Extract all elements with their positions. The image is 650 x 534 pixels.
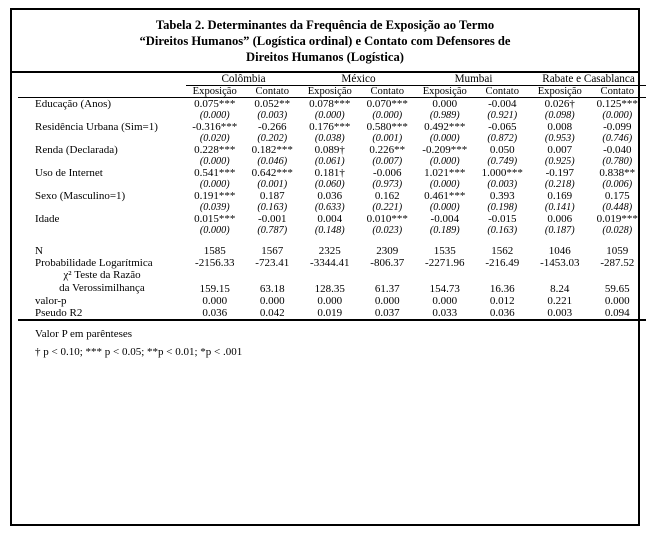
cell-coef: 0.026†	[544, 98, 575, 111]
stat-row-valor-p	[18, 295, 646, 307]
cell-coef: 1.021***	[424, 167, 466, 180]
table-row	[18, 213, 646, 225]
stat-label-n: N	[35, 245, 43, 258]
cell-pvalue: (0.749)	[487, 156, 518, 168]
cell-pvalue: (0.148)	[314, 225, 345, 237]
cell-pvalue: (0.746)	[602, 133, 633, 145]
cell-stat: -806.37	[370, 257, 405, 270]
cell-pvalue: (0.003)	[257, 110, 288, 122]
cell-stat: 0.221	[547, 295, 573, 308]
cell-coef: 0.008	[547, 121, 573, 134]
cell-stat: 0.042	[259, 307, 285, 320]
cell-stat: 1059	[606, 245, 629, 258]
cell-pvalue: (0.060)	[314, 179, 345, 191]
cell-coef: 0.036	[317, 190, 343, 203]
cell-coef: 0.007	[547, 144, 573, 157]
cell-pvalue: (0.872)	[487, 133, 518, 145]
table-row-pvalues	[18, 225, 646, 236]
cell-stat: -2156.33	[195, 257, 235, 270]
cell-coef: 0.176***	[309, 121, 351, 134]
cell-pvalue: (0.202)	[257, 133, 288, 145]
cell-coef: 0.642***	[251, 167, 293, 180]
cell-pvalue: (0.953)	[544, 133, 575, 145]
results-table	[18, 73, 646, 321]
cell-coef: 0.070***	[366, 98, 408, 111]
cell-coef: -0.209***	[422, 144, 468, 157]
cell-stat: 1585	[203, 245, 226, 258]
cell-pvalue: (0.000)	[602, 110, 633, 122]
sub-header-col-5: Exposição	[422, 86, 467, 98]
cell-stat: -287.52	[600, 257, 635, 270]
sub-header-row	[18, 86, 646, 98]
cell-stat: 0.000	[604, 295, 630, 308]
stat-row-n	[18, 245, 646, 257]
cell-coef: -0.316***	[192, 121, 238, 134]
group-header-colombia: Colômbia	[186, 73, 301, 86]
cell-pvalue: (0.218)	[544, 179, 575, 191]
row-label-renda: Renda (Declarada)	[35, 144, 118, 157]
cell-coef: 0.169	[547, 190, 573, 203]
cell-pvalue: (0.061)	[314, 156, 345, 168]
sub-header-col-8: Contato	[600, 86, 635, 98]
row-label-residencia-urbana: Residência Urbana (Sim=1)	[35, 121, 158, 134]
table-title-line-2: “Direitos Humanos” (Logística ordinal) e Contato com Defensores de	[139, 34, 511, 49]
cell-pvalue: (0.039)	[199, 202, 230, 214]
cell-pvalue: (0.000)	[314, 110, 345, 122]
cell-stat: 0.000	[432, 295, 458, 308]
cell-coef: -0.040	[603, 144, 632, 157]
sub-header-col-1: Exposição	[192, 86, 237, 98]
cell-coef: 0.075***	[194, 98, 236, 111]
cell-pvalue: (0.038)	[314, 133, 345, 145]
cell-stat: 0.012	[489, 295, 515, 308]
table-row	[18, 167, 646, 179]
cell-coef: 1.000***	[481, 167, 523, 180]
group-header-row	[18, 73, 646, 86]
cell-stat: 0.037	[374, 307, 400, 320]
cell-pvalue: (0.780)	[602, 156, 633, 168]
cell-coef: 0.000	[432, 98, 458, 111]
pvalue-row-label	[18, 133, 186, 144]
note-p-parentheses: Valor P em parênteses	[35, 328, 133, 341]
cell-coef: 0.125***	[596, 98, 638, 111]
chi-label-line-2: da Verossimilhança	[59, 282, 145, 295]
cell-stat: 1562	[491, 245, 514, 258]
sub-header-col-7: Exposição	[537, 86, 582, 98]
cell-coef: 0.052**	[254, 98, 291, 111]
cell-stat: 0.000	[374, 295, 400, 308]
cell-stat: 2309	[376, 245, 399, 258]
cell-coef: 0.182***	[251, 144, 293, 157]
cell-stat: 159.15	[199, 283, 230, 296]
cell-coef: 0.492***	[424, 121, 466, 134]
cell-coef: 0.010***	[366, 213, 408, 226]
cell-pvalue: (0.925)	[544, 156, 575, 168]
table-row	[18, 98, 646, 111]
cell-pvalue: (0.448)	[602, 202, 633, 214]
cell-stat: 0.033	[432, 307, 458, 320]
cell-coef: -0.006	[373, 167, 402, 180]
cell-pvalue: (0.198)	[487, 202, 518, 214]
cell-coef: -0.004	[488, 98, 517, 111]
stat-label-log-likelihood: Probabilidade Logarítmica	[35, 257, 153, 270]
cell-coef: 0.838**	[599, 167, 636, 180]
cell-stat: 59.65	[604, 283, 630, 296]
cell-coef: 0.226**	[369, 144, 406, 157]
cell-stat: 2325	[318, 245, 341, 258]
cell-stat: 16.36	[489, 283, 515, 296]
cell-stat: 61.37	[374, 283, 400, 296]
cell-pvalue: (0.000)	[429, 202, 460, 214]
stat-label-pseudo-r2: Pseudo R2	[35, 307, 83, 320]
sub-header-col-6: Contato	[485, 86, 520, 98]
cell-stat: 1567	[261, 245, 284, 258]
cell-coef: 0.228***	[194, 144, 236, 157]
cell-coef: -0.266	[258, 121, 287, 134]
cell-coef: 0.191***	[194, 190, 236, 203]
group-header-mumbai: Mumbai	[416, 73, 531, 86]
cell-coef: 0.461***	[424, 190, 466, 203]
stat-label-valor-p: valor-p	[35, 295, 67, 308]
cell-pvalue: (0.787)	[257, 225, 288, 237]
cell-stat: 0.003	[547, 307, 573, 320]
cell-pvalue: (0.000)	[429, 133, 460, 145]
cell-pvalue: (0.000)	[199, 156, 230, 168]
cell-stat: 0.036	[202, 307, 228, 320]
table-row	[18, 190, 646, 202]
group-header-mexico: México	[301, 73, 416, 86]
cell-pvalue: (0.000)	[429, 156, 460, 168]
cell-pvalue: (0.007)	[372, 156, 403, 168]
cell-coef: 0.541***	[194, 167, 236, 180]
cell-stat: 63.18	[259, 283, 285, 296]
table-notes	[18, 321, 632, 361]
cell-coef: 0.050	[489, 144, 515, 157]
row-label-educacao: Educação (Anos)	[35, 98, 112, 111]
table-row-pvalues	[18, 156, 646, 167]
cell-pvalue: (0.973)	[372, 179, 403, 191]
cell-pvalue: (0.028)	[602, 225, 633, 237]
footer-rule	[18, 319, 646, 320]
pvalue-row-label	[18, 202, 186, 213]
cell-stat: -216.49	[485, 257, 520, 270]
cell-stat: -723.41	[255, 257, 290, 270]
cell-stat: -1453.03	[540, 257, 580, 270]
cell-coef: -0.004	[430, 213, 459, 226]
cell-coef: 0.015***	[194, 213, 236, 226]
cell-pvalue: (0.001)	[372, 133, 403, 145]
cell-pvalue: (0.000)	[199, 179, 230, 191]
group-header-rabat-casablanca: Rabate e Casablanca	[531, 73, 646, 86]
cell-stat: 0.019	[317, 307, 343, 320]
cell-coef: 0.580***	[366, 121, 408, 134]
stat-row-log-likelihood	[18, 257, 646, 269]
table-row-pvalues	[18, 202, 646, 213]
pvalue-row-label	[18, 225, 186, 236]
table-title	[12, 10, 638, 73]
table-frame	[10, 8, 640, 526]
cell-pvalue: (0.000)	[429, 179, 460, 191]
row-label-header	[18, 73, 186, 86]
cell-coef: 0.078***	[309, 98, 351, 111]
cell-coef: 0.089†	[314, 144, 345, 157]
cell-stat: 0.000	[317, 295, 343, 308]
sub-header-col-2: Contato	[255, 86, 290, 98]
table-row	[18, 121, 646, 133]
row-label-idade: Idade	[35, 213, 60, 226]
sub-header-blank	[18, 86, 186, 98]
cell-coef: 0.019***	[596, 213, 638, 226]
cell-stat: 0.000	[259, 295, 285, 308]
pvalue-row-label	[18, 110, 186, 121]
cell-stat: 0.000	[202, 295, 228, 308]
cell-pvalue: (0.921)	[487, 110, 518, 122]
cell-pvalue: (0.006)	[602, 179, 633, 191]
row-label-sexo: Sexo (Masculino=1)	[35, 190, 126, 203]
cell-pvalue: (0.163)	[487, 225, 518, 237]
cell-pvalue: (0.023)	[372, 225, 403, 237]
table-row	[18, 144, 646, 156]
table-row-pvalues	[18, 179, 646, 190]
cell-pvalue: (0.221)	[372, 202, 403, 214]
cell-pvalue: (0.046)	[257, 156, 288, 168]
cell-pvalue: (0.001)	[257, 179, 288, 191]
cell-stat: 8.24	[550, 283, 570, 296]
cell-coef: -0.065	[488, 121, 517, 134]
cell-stat: 0.094	[604, 307, 630, 320]
cell-coef: 0.175	[604, 190, 630, 203]
cell-coef: 0.006	[547, 213, 573, 226]
cell-coef: -0.001	[258, 213, 287, 226]
cell-pvalue: (0.187)	[544, 225, 575, 237]
cell-pvalue: (0.098)	[544, 110, 575, 122]
cell-pvalue: (0.003)	[487, 179, 518, 191]
pvalue-row-label	[18, 156, 186, 167]
cell-coef: 0.181†	[314, 167, 345, 180]
cell-coef: 0.187	[259, 190, 285, 203]
table-row-pvalues	[18, 110, 646, 121]
cell-pvalue: (0.000)	[199, 110, 230, 122]
cell-coef: -0.015	[488, 213, 517, 226]
row-label-uso-internet: Uso de Internet	[35, 167, 103, 180]
table-row-pvalues	[18, 133, 646, 144]
cell-pvalue: (0.000)	[199, 225, 230, 237]
cell-pvalue: (0.989)	[429, 110, 460, 122]
cell-stat: -2271.96	[425, 257, 465, 270]
cell-coef: 0.393	[489, 190, 515, 203]
stat-row-pseudo-r2	[18, 307, 646, 319]
stat-label-chi-square	[18, 269, 186, 295]
cell-pvalue: (0.189)	[429, 225, 460, 237]
sub-header-col-3: Exposição	[307, 86, 352, 98]
table-body-wrap	[12, 73, 638, 361]
table-title-line-1: Tabela 2. Determinantes da Frequência de Exposição ao Termo	[155, 18, 495, 32]
cell-coef: -0.197	[545, 167, 574, 180]
pvalue-row-label	[18, 179, 186, 190]
note-significance-legend: † p < 0.10; *** p < 0.05; **p < 0.01; *p < .001	[35, 346, 243, 359]
cell-stat: 1535	[433, 245, 456, 258]
cell-pvalue: (0.000)	[372, 110, 403, 122]
cell-stat: 1046	[548, 245, 571, 258]
chi-label-line-1: χ² Teste da Razão	[63, 269, 141, 282]
cell-stat: 0.036	[489, 307, 515, 320]
cell-coef: -0.099	[603, 121, 632, 134]
cell-pvalue: (0.020)	[199, 133, 230, 145]
spacer-row	[18, 236, 646, 245]
cell-stat: 154.73	[429, 283, 460, 296]
table-title-line-3: Direitos Humanos (Logística)	[246, 50, 404, 65]
cell-coef: 0.162	[374, 190, 400, 203]
cell-stat: 128.35	[314, 283, 345, 296]
cell-stat: -3344.41	[310, 257, 350, 270]
cell-pvalue: (0.163)	[257, 202, 288, 214]
cell-pvalue: (0.633)	[314, 202, 345, 214]
sub-header-col-4: Contato	[370, 86, 405, 98]
cell-coef: 0.004	[317, 213, 343, 226]
cell-pvalue: (0.141)	[544, 202, 575, 214]
stat-row-chi-square	[18, 269, 646, 295]
